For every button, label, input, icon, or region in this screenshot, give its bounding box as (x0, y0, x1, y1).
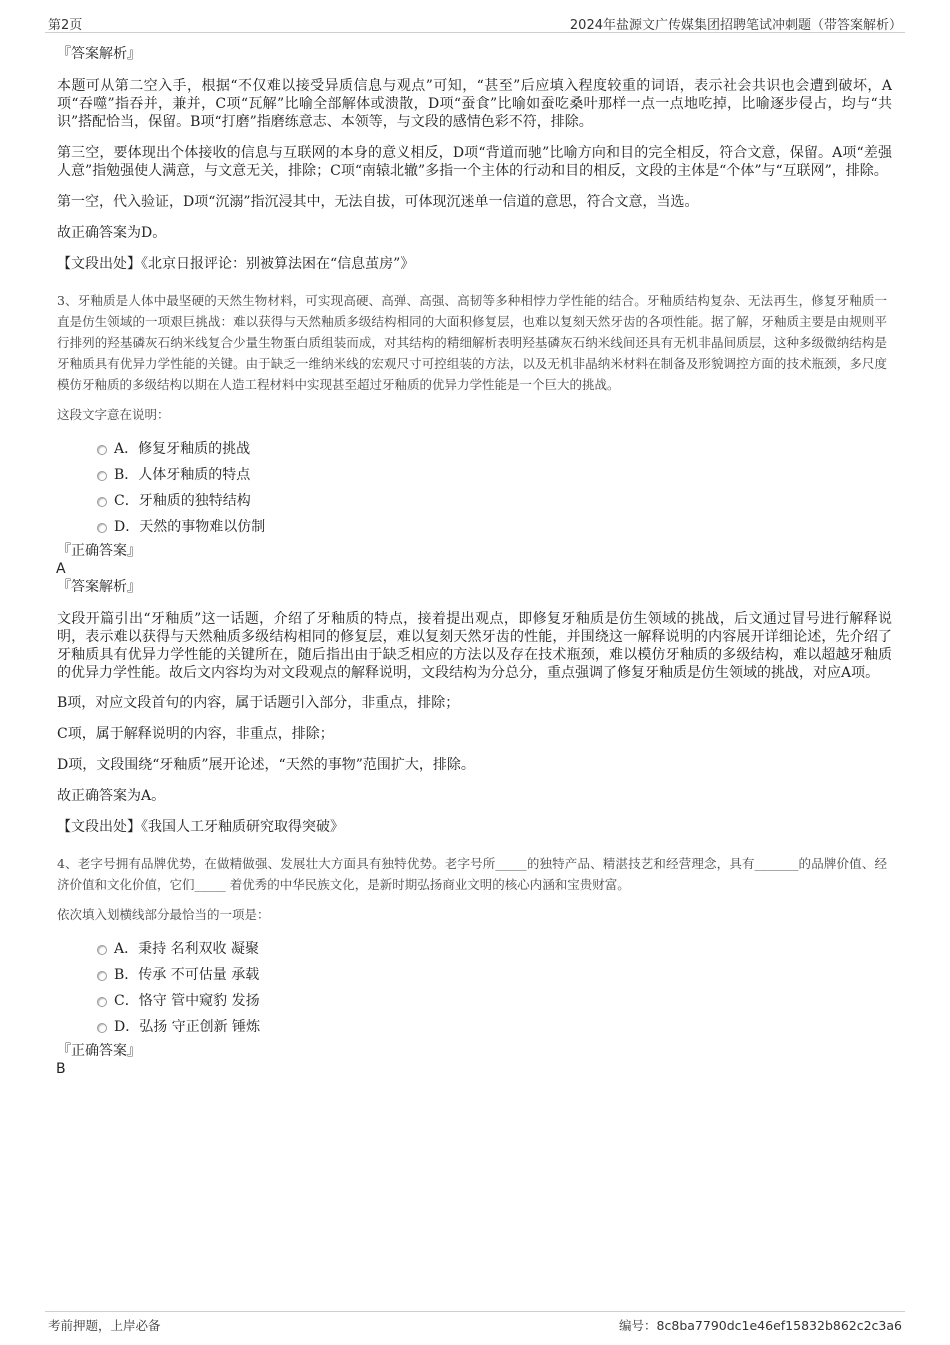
document-id: 编号：8c8ba7790dc1e46ef15832b862c2c3a6 (619, 1318, 902, 1333)
source-citation: 【文段出处】《我国人工牙釉质研究取得突破》 (57, 819, 344, 835)
analysis-paragraph: C项，属于解释说明的内容，非重点，排除； (57, 726, 334, 742)
radio-icon[interactable] (97, 1023, 107, 1033)
page-footer (45, 1311, 905, 1334)
radio-icon[interactable] (97, 971, 107, 981)
option-b[interactable]: B．传承 不可估量 承载 (57, 962, 892, 988)
analysis-paragraph: D项，文段围绕“牙釉质”展开论述，“天然的事物”范围扩大，排除。 (57, 757, 475, 773)
option-c[interactable]: C．恪守 管中窥豹 发扬 (57, 988, 892, 1014)
radio-icon[interactable] (97, 471, 107, 481)
analysis-paragraph: 第一空，代入验证，D项“沉溺”指沉浸其中，无法自拔，可体现沉迷单一信道的意思，符合文意，当选。 (57, 194, 699, 210)
page-number: 第2页 (48, 18, 83, 33)
analysis-label: 『答案解析』 (57, 46, 141, 62)
main-content (57, 45, 892, 1078)
footer-slogan: 考前押题，上岸必备 (48, 1318, 161, 1333)
option-list (57, 436, 892, 540)
question-text: 4、老字号拥有品牌优势，在做精做强、发展壮大方面具有独特优势。老字号所_____的独特产品、精湛技艺和经营理念，具有_______的品牌价值、经济价值和文化价值，它们_____ 着优秀的中华民族文化，是新时期弘扬商业文明的核心内涵和宝贵财富。 (57, 856, 887, 892)
analysis-label: 『答案解析』 (57, 579, 141, 595)
radio-icon[interactable] (97, 523, 107, 533)
analysis-paragraph: B项，对应文段首句的内容，属于话题引入部分，非重点，排除； (57, 695, 460, 711)
page-header (45, 12, 905, 33)
option-list (57, 936, 892, 1040)
radio-icon[interactable] (97, 497, 107, 507)
analysis-conclusion: 故正确答案为D。 (57, 225, 167, 241)
answer-label: 『正确答案』 (57, 543, 141, 559)
answer-label: 『正确答案』 (57, 1043, 141, 1059)
radio-icon[interactable] (97, 445, 107, 455)
analysis-paragraph: 文段开篇引出“牙釉质”这一话题，介绍了牙釉质的特点，接着提出观点，即修复牙釉质是仿生领域的挑战，后文通过冒号进行解释说明，表示难以获得与天然釉质多级结构相同的修复层，难以复刻天然牙齿的性能，并围绕这一解释说明的内容展开详细论述，先介绍了牙釉质具有优异力学性能的关键所在，随后指出由于缺乏相应的方法以及存在技术瓶颈，难以模仿牙釉质的多级结构，难以超越牙釉质的优异力学性能。故后文内容均为对文段观点的解释说明，文段结构为分总分，重点强调了修复牙釉质是仿生领域的挑战，对应A项。 (57, 611, 892, 681)
analysis-paragraph: 本题可从第二空入手，根据“不仅难以接受异质信息与观点”可知，“甚至”后应填入程度较重的词语，表示社会共识也会遭到破坏，A项“吞噬”指吞并，兼并，C项“瓦解”比喻全部解体或溃散，D项“蚕食”比喻如蚕吃桑叶那样一点一点地吃掉，比喻逐步侵占，均与“共识”搭配恰当，保留。B项“打磨”指磨练意志、本领等，与文段的感情色彩不符，排除。 (57, 78, 892, 130)
option-a[interactable]: A．修复牙釉质的挑战 (57, 436, 892, 462)
option-d[interactable]: D．弘扬 守正创新 锤炼 (57, 1014, 892, 1040)
source-citation: 【文段出处】《北京日报评论：别被算法困在“信息茧房”》 (57, 256, 415, 272)
correct-answer: B (56, 1061, 66, 1077)
option-a[interactable]: A．秉持 名利双收 凝聚 (57, 936, 892, 962)
analysis-paragraph: 第三空，要体现出个体接收的信息与互联网的本身的意义相反，D项“背道而驰”比喻方向和目的完全相反，符合文意，保留。A项“差强人意”指勉强使人满意，与文意无关，排除；C项“南辕北辙”多指一个主体的行动和目的相反，文段的主体是“个体”与“互联网”，排除。 (57, 145, 892, 179)
radio-icon[interactable] (97, 997, 107, 1007)
option-d[interactable]: D．天然的事物难以仿制 (57, 514, 892, 540)
option-b[interactable]: B．人体牙釉质的特点 (57, 462, 892, 488)
question-prompt: 这段文字意在说明： (57, 407, 170, 422)
radio-icon[interactable] (97, 945, 107, 955)
analysis-conclusion: 故正确答案为A。 (57, 788, 166, 804)
question-text: 3、牙釉质是人体中最坚硬的天然生物材料，可实现高硬、高弹、高强、高韧等多种相悖力学性能的结合。牙釉质结构复杂、无法再生，修复牙釉质一直是仿生领域的一项艰巨挑战：难以获得与天然釉质多级结构相同的大面积修复层，也难以复刻天然牙齿的各项性能。据了解，牙釉质主要是由规则平行排列的羟基磷灰石纳米线复合少量生物蛋白质组装而成，对其结构的精细解析表明羟基磷灰石纳米线间还具有无机非晶间质层，这种多级微纳结构是牙釉质具有优异力学性能的关键。由于缺乏一维纳米线的宏观尺寸可控组装的方法，以及无机非晶纳米材料在制备及形貌调控方面的技术瓶颈，多尺度模仿牙釉质的多级结构以期在人造工程材料中实现甚至超过牙釉质的优异力学性能是一个巨大的挑战。 (57, 293, 887, 392)
document-title: 2024年盐源文广传媒集团招聘笔试冲刺题（带答案解析） (569, 18, 902, 33)
question-prompt: 依次填入划横线部分最恰当的一项是： (57, 907, 270, 922)
option-c[interactable]: C．牙釉质的独特结构 (57, 488, 892, 514)
correct-answer: A (56, 561, 66, 577)
